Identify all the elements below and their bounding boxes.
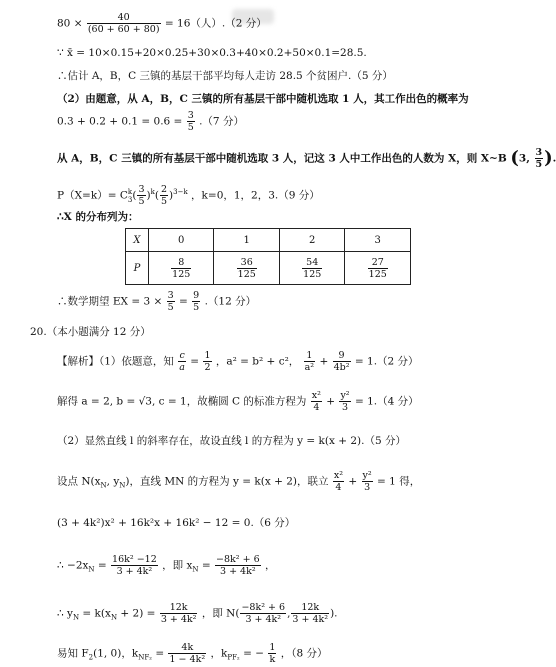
line-11: 【解析】（1）依题意，知 $\frac{c}{a}$ = $\frac{1}{2}$ ，a² = b² + c²， $\frac{1}{\text{a²}}$ + $\frac{9}{\text{4b²}}$ = 1.（2 分） — [57, 350, 419, 373]
line-18: 易知 $F_2(1$, 0)，$k_{NF_2}$ = $\frac{4k}{\text{1 − 4k²}}$ ，$k_{PF_2}$ = − $\frac{1}{k}$ ，（8 分） — [57, 642, 328, 665]
line-3: ∴估计 A，B，C 三镇的基层干部平均每人走访 28.5 个贫困户.（5 分） — [57, 70, 393, 82]
line-14: 设点 $N(x_N$, $y_N$)，直线 MN 的方程为 y = k(x + 2)，联立 $\frac{\text{x²}}{4}$ + $\frac{\text{y²}}{3}$ = 1 得， — [57, 470, 421, 493]
table-cell: $\frac{36}{125}$ — [214, 252, 280, 285]
question-heading: 20.（本小题满分 12 分） — [30, 326, 151, 338]
left-paren: ( — [510, 147, 519, 169]
line-5: 0.3 + 0.2 + 0.1 = 0.6 = $\frac{3}{5}$ .（7 分） — [57, 110, 244, 133]
text: 80 × — [57, 17, 83, 30]
line-8: ∴X 的分布列为： — [57, 211, 139, 223]
line-15: (3 + 4k²)x² + 16k²x + 16k² − 12 = 0.（6 分） — [57, 517, 296, 529]
fraction: $\frac{3}{5}$ — [535, 147, 543, 170]
fraction: $\frac{3}{5}$ — [187, 110, 194, 133]
line-7: P（X=k）= C k 3 ( $\frac{3}{5}$ )$^k$( $\frac{2}{5}$ )$^{3-k}$ ，k=0，1，2，3.（9 分） — [57, 184, 320, 207]
line-17: ∴ $y_N = k(x_N + 2)$ = $\frac{12k}{\text{3 + 4k²}}$ ，即 N( $\frac{\text{−8k² + 6}}{\text{3 + 4k²}}$ , $\frac{12k}{\text{3 + 4k²}}$ ). — [57, 602, 338, 625]
table-cell: 1 — [214, 229, 280, 252]
table-cell: P — [126, 252, 149, 285]
text: = 16（人）.（2 分） — [164, 17, 267, 30]
table-cell: $\frac{27}{125}$ — [345, 252, 411, 285]
fraction: $\frac{40}{(60 + 60 + 80)}$ — [87, 12, 160, 35]
line-6: 从 A，B，C 三镇的所有基层干部中随机选取 3 人，记这 3 人中工作出色的人数为 X，则 X~B (3, $\frac{3}{5}$ ). — [57, 147, 556, 170]
line-12: 解得 a = 2, b = √3, c = 1，故椭圆 C 的标准方程为 $\frac{\text{x²}}{4}$ + $\frac{\text{y²}}{3}$ = 1.（4 分） — [57, 390, 419, 413]
table-cell: 3 — [345, 229, 411, 252]
table-row — [126, 229, 411, 252]
table-cell: X — [126, 229, 149, 252]
right-paren: ) — [544, 147, 553, 169]
line-9: ∴数学期望 EX = 3 × $\frac{3}{5}$ = $\frac{9}{5}$ .（12 分） — [57, 290, 257, 313]
table-cell: $\frac{54}{125}$ — [279, 252, 345, 285]
distribution-table — [125, 228, 411, 285]
table-cell: $\frac{8}{125}$ — [148, 252, 214, 285]
line-4: （2）由题意，从 A，B，C 三镇的所有基层干部中随机选取 1 人，其工作出色的概率为 — [57, 93, 469, 105]
line-2: ∵ x̄ = 10×0.15+20×0.25+30×0.3+40×0.2+50×0.1=28.5. — [57, 47, 367, 59]
table-cell: 0 — [148, 229, 214, 252]
table-cell: 2 — [279, 229, 345, 252]
line-16: ∴ $-2x_N$ = $\frac{\text{16k² −12}}{\text{3 + 4k²}}$ ，即 $x_N$ = $\frac{\text{−8k² + 6}}{\text{3 + 4k²}}$ ， — [57, 554, 276, 577]
table-row — [126, 252, 411, 285]
line-1 — [57, 12, 267, 35]
line-13: （2）显然直线 l 的斜率存在，故设直线 l 的方程为 y = k(x + 2).（5 分） — [57, 435, 406, 447]
